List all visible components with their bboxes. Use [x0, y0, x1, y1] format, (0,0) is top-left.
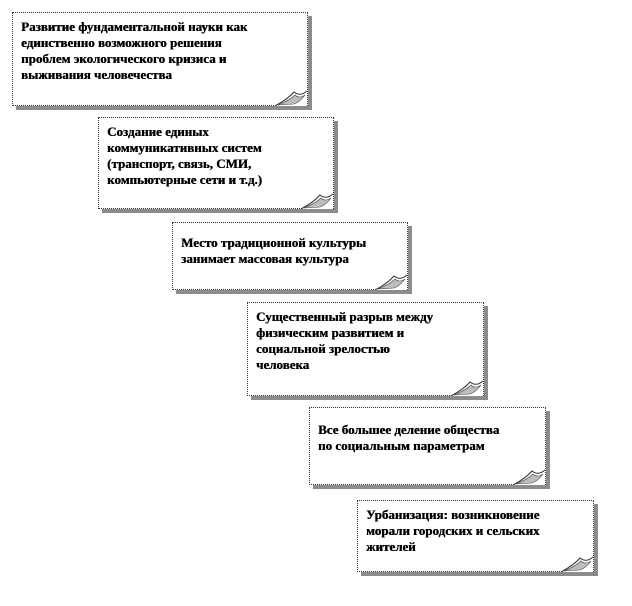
page-curl-icon [560, 556, 594, 572]
note-text: Место традиционной культуры занимает массовая культура [181, 235, 367, 266]
page-curl-icon [300, 193, 334, 209]
page-curl-icon [512, 469, 546, 485]
page-curl-icon [374, 274, 408, 290]
note-mass-culture [172, 222, 408, 290]
note-communication-systems [98, 117, 334, 209]
page-curl-icon [450, 380, 484, 396]
note-text: Создание единых коммуникативных систем (транспорт, связь, СМИ, компьютерные сети и т.д.) [107, 124, 262, 187]
page-curl-icon [274, 90, 308, 106]
note-text: Развитие фундаментальной науки как единственно возможного решения проблем экологического кризиса и выживания человечества [21, 19, 248, 82]
note-social-division [309, 407, 546, 485]
note-fundamental-science [12, 12, 308, 106]
note-text: Все большее деление общества по социальным параметрам [318, 422, 500, 453]
note-urbanization [357, 500, 594, 572]
note-text: Урбанизация: возникновение морали городских и сельских жителей [366, 507, 540, 554]
note-text: Существенный разрыв между физическим развитием и социальной зрелостью человека [256, 309, 434, 372]
note-development-gap [247, 302, 484, 396]
